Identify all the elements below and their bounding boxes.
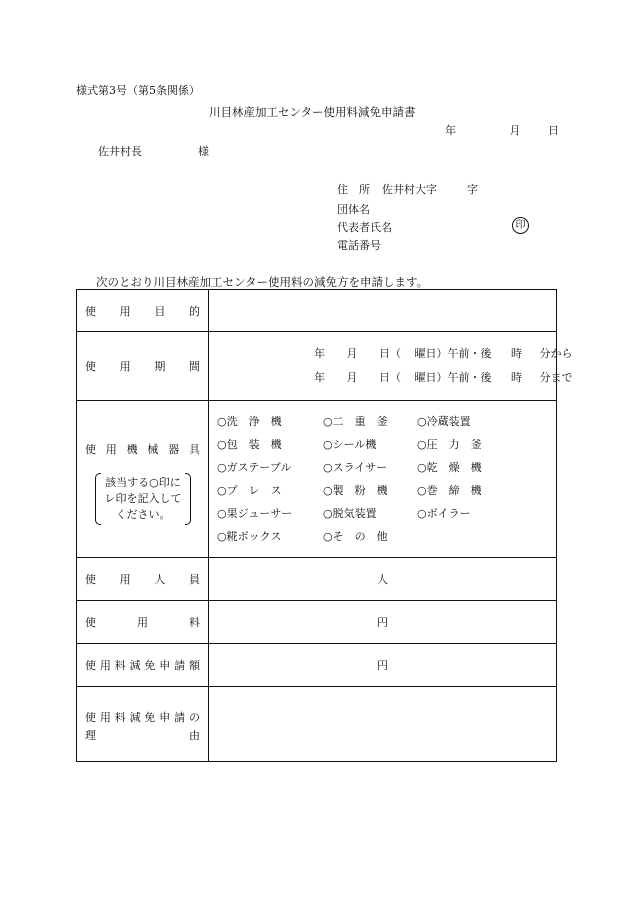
equipment-checkbox[interactable]: ○ガステーブル (217, 461, 292, 474)
people-row (77, 558, 556, 601)
period-to-hour: 時 (511, 371, 522, 384)
fee-unit: 円 (377, 616, 388, 629)
period-from-hour: 時 (511, 347, 522, 360)
period-from-month: 月 (346, 347, 358, 360)
equipment-checkbox[interactable]: ○製 粉 機 (323, 484, 388, 497)
people-label: 使用人員 (85, 573, 200, 586)
period-to-min: 分まで (539, 371, 573, 384)
equipment-note-line: ください。 (115, 508, 171, 521)
equipment-checkbox[interactable]: ○包 装 機 (217, 438, 282, 451)
period-from-min: 分から (539, 347, 573, 360)
form-number: 様式第3号（第5条関係） (76, 84, 200, 97)
purpose-field[interactable] (209, 290, 556, 331)
period-to-year: 年 (314, 371, 325, 384)
period-field[interactable] (209, 332, 573, 400)
period-from-weekday: 曜日）午前・後 (414, 347, 492, 360)
fee-label: 使用料 (85, 616, 200, 629)
period-from-line (314, 345, 573, 361)
equipment-note-line: 該当する○印に (105, 476, 181, 489)
reduction-amount-unit: 円 (377, 659, 388, 672)
fee-row (77, 601, 556, 644)
address-aza: 字 (467, 183, 478, 196)
equipment-checkbox[interactable]: ○洗 浄 機 (217, 415, 282, 428)
application-date (445, 122, 559, 138)
date-year: 年 (445, 124, 456, 137)
date-month: 月 (509, 124, 521, 137)
equipment-checkbox[interactable]: ○果ジューサー (217, 507, 293, 520)
equipment-field (209, 401, 556, 557)
reason-label (85, 709, 200, 745)
period-to-month: 月 (346, 371, 358, 384)
reason-row (77, 687, 556, 761)
period-label: 使用期間 (85, 360, 200, 373)
address-value: 佐井村大字 (382, 183, 437, 196)
period-from-year: 年 (314, 347, 325, 360)
fee-field[interactable] (209, 601, 556, 643)
reason-label-ri: 理 (85, 729, 96, 742)
equipment-note-line: レ印を記入して (104, 492, 182, 505)
reason-field[interactable] (209, 687, 556, 761)
address-label: 住 所 (337, 183, 370, 196)
reason-label-line1: 使用料減免申請の (85, 711, 200, 724)
equipment-checkbox[interactable]: ○冷蔵装置 (417, 415, 471, 428)
equipment-checkbox[interactable]: ○巻 締 機 (417, 484, 482, 497)
equipment-checkbox[interactable]: ○スライサー (323, 461, 388, 474)
people-unit: 人 (377, 573, 388, 586)
equipment-label: 使用機械器具 (85, 443, 200, 456)
date-day: 日 (548, 124, 559, 137)
addressee (98, 143, 209, 159)
equipment-checkbox[interactable]: ○ボイラー (417, 507, 471, 520)
equipment-checkbox[interactable]: ○プ レ ス (217, 484, 282, 497)
equipment-note (97, 475, 189, 523)
reduction-amount-row (77, 644, 556, 687)
reason-label-yu: 由 (189, 729, 200, 742)
equipment-checkbox[interactable]: ○乾 燥 機 (417, 461, 482, 474)
intro-text: 次のとおり川目林産加工センター使用料の減免方を申請します。 (96, 275, 429, 289)
group-name-label: 団体名 (337, 203, 370, 216)
equipment-row (77, 401, 556, 558)
seal-icon: 印 (512, 217, 529, 234)
purpose-row (77, 290, 556, 332)
addressee-suffix: 様 (198, 145, 209, 158)
phone-label: 電話番号 (337, 239, 381, 252)
applicant-address (337, 181, 478, 197)
form-title: 川目林産加工センター使用料減免申請書 (209, 105, 416, 119)
purpose-label: 使用目的 (85, 304, 200, 318)
equipment-checkbox[interactable]: ○シール機 (323, 438, 377, 451)
period-from-day: 日（ (379, 347, 401, 360)
addressee-name: 佐井村長 (98, 145, 142, 158)
people-field[interactable] (209, 558, 556, 600)
application-table (76, 289, 573, 762)
period-to-day: 日（ (379, 371, 401, 384)
period-to-weekday: 曜日）午前・後 (414, 371, 492, 384)
equipment-checkbox[interactable]: ○二 重 釜 (323, 415, 388, 428)
equipment-checkbox[interactable]: ○そ の 他 (323, 530, 388, 543)
period-row (77, 332, 573, 401)
equipment-checkbox[interactable]: ○脱気装置 (323, 507, 377, 520)
equipment-checkbox[interactable]: ○圧 力 釜 (417, 438, 482, 451)
reduction-amount-field[interactable] (209, 644, 556, 686)
representative-label: 代表者氏名 (337, 221, 392, 234)
period-to-line (314, 369, 573, 385)
reduction-amount-label: 使用料減免申請額 (85, 659, 200, 672)
equipment-checkbox[interactable]: ○糀ボックス (217, 530, 282, 543)
